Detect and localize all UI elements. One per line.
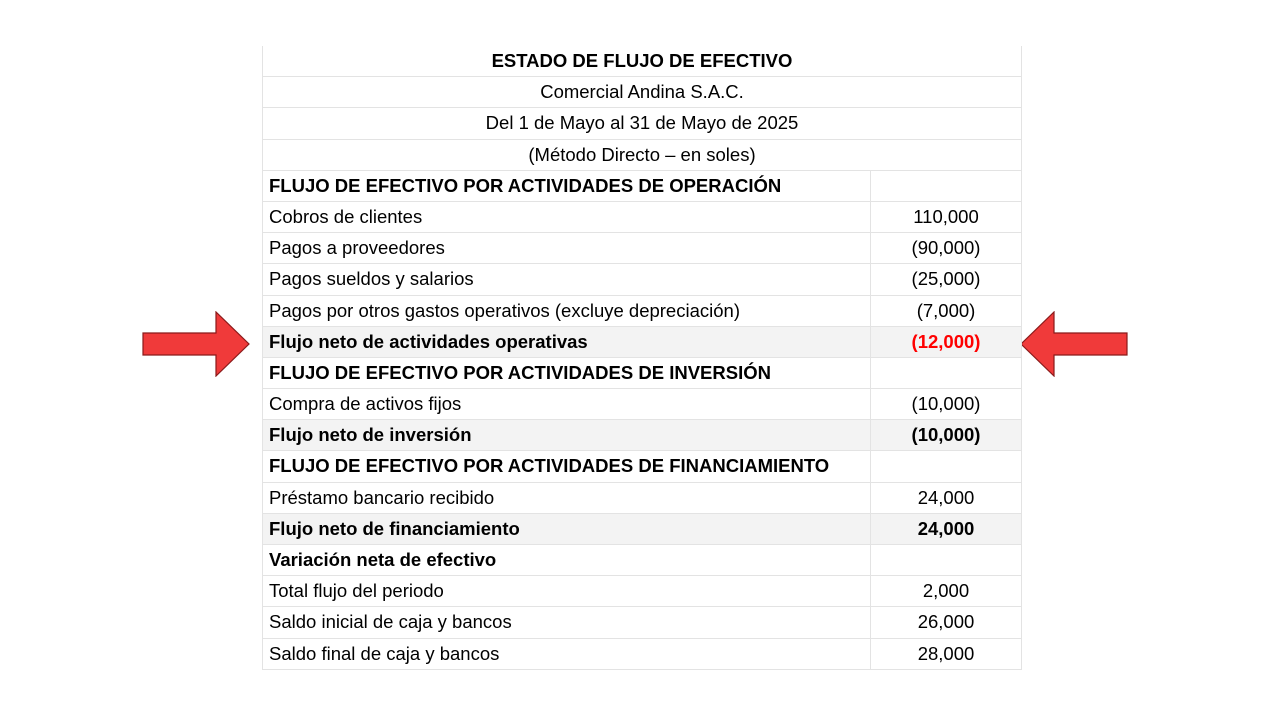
method-row (263, 140, 1021, 171)
row-value: (10,000) (911, 393, 981, 415)
section-heading-inversion (263, 358, 1021, 389)
row-label: Saldo final de caja y bancos (263, 639, 871, 669)
row-value: 24,000 (917, 486, 975, 508)
section-heading-label: FLUJO DE EFECTIVO POR ACTIVIDADES DE OPERACIÓN (263, 171, 871, 201)
arrow-left-icon (1018, 311, 1128, 377)
table-row (263, 607, 1021, 638)
cash-flow-sheet (262, 46, 1022, 670)
total-row-financiamiento (263, 514, 1021, 545)
period-row (263, 108, 1021, 139)
section-heading-label: Variación neta de efectivo (263, 545, 871, 575)
section-heading-operacion (263, 171, 1021, 202)
row-label: Pagos por otros gastos operativos (excluye depreciación) (263, 296, 871, 326)
section-heading-variacion (263, 545, 1021, 576)
section-heading-financiamiento (263, 451, 1021, 482)
row-value: 2,000 (922, 580, 970, 602)
section-heading-value (871, 545, 1021, 575)
table-row (263, 296, 1021, 327)
row-label: Compra de activos fijos (263, 389, 871, 419)
table-row (263, 233, 1021, 264)
row-value: (25,000) (911, 268, 981, 290)
section-heading-value (871, 358, 1021, 388)
total-value-highlighted: (12,000) (911, 330, 981, 352)
table-row (263, 389, 1021, 420)
total-label: Flujo neto de financiamiento (263, 514, 871, 544)
company-name: Comercial Andina S.A.C. (540, 81, 744, 103)
table-row (263, 264, 1021, 295)
row-label: Pagos sueldos y salarios (263, 264, 871, 294)
statement-period: Del 1 de Mayo al 31 de Mayo de 2025 (485, 112, 799, 134)
table-row (263, 639, 1021, 670)
table-row (263, 576, 1021, 607)
statement-method: (Método Directo – en soles) (528, 143, 756, 165)
row-label: Total flujo del periodo (263, 576, 871, 606)
title-row (263, 46, 1021, 77)
table-row (263, 483, 1021, 514)
row-value: 28,000 (917, 642, 975, 664)
total-label: Flujo neto de actividades operativas (263, 327, 871, 357)
total-value: 24,000 (917, 517, 975, 539)
section-heading-value (871, 171, 1021, 201)
total-row-operacion (263, 327, 1021, 358)
row-value: 26,000 (917, 611, 975, 633)
row-value: (7,000) (916, 299, 976, 321)
section-heading-value (871, 451, 1021, 481)
section-heading-label: FLUJO DE EFECTIVO POR ACTIVIDADES DE FINANCIAMIENTO (263, 451, 871, 481)
section-heading-label: FLUJO DE EFECTIVO POR ACTIVIDADES DE INVERSIÓN (263, 358, 871, 388)
company-row (263, 77, 1021, 108)
row-label: Cobros de clientes (263, 202, 871, 232)
statement-title: ESTADO DE FLUJO DE EFECTIVO (491, 50, 793, 71)
total-row-inversion (263, 420, 1021, 451)
row-label: Pagos a proveedores (263, 233, 871, 263)
row-label: Saldo inicial de caja y bancos (263, 607, 871, 637)
total-label: Flujo neto de inversión (263, 420, 871, 450)
row-value: 110,000 (913, 205, 979, 227)
row-value: (90,000) (911, 237, 981, 259)
arrow-right-icon (142, 311, 252, 377)
table-row (263, 202, 1021, 233)
row-label: Préstamo bancario recibido (263, 483, 871, 513)
total-value: (10,000) (911, 424, 981, 446)
